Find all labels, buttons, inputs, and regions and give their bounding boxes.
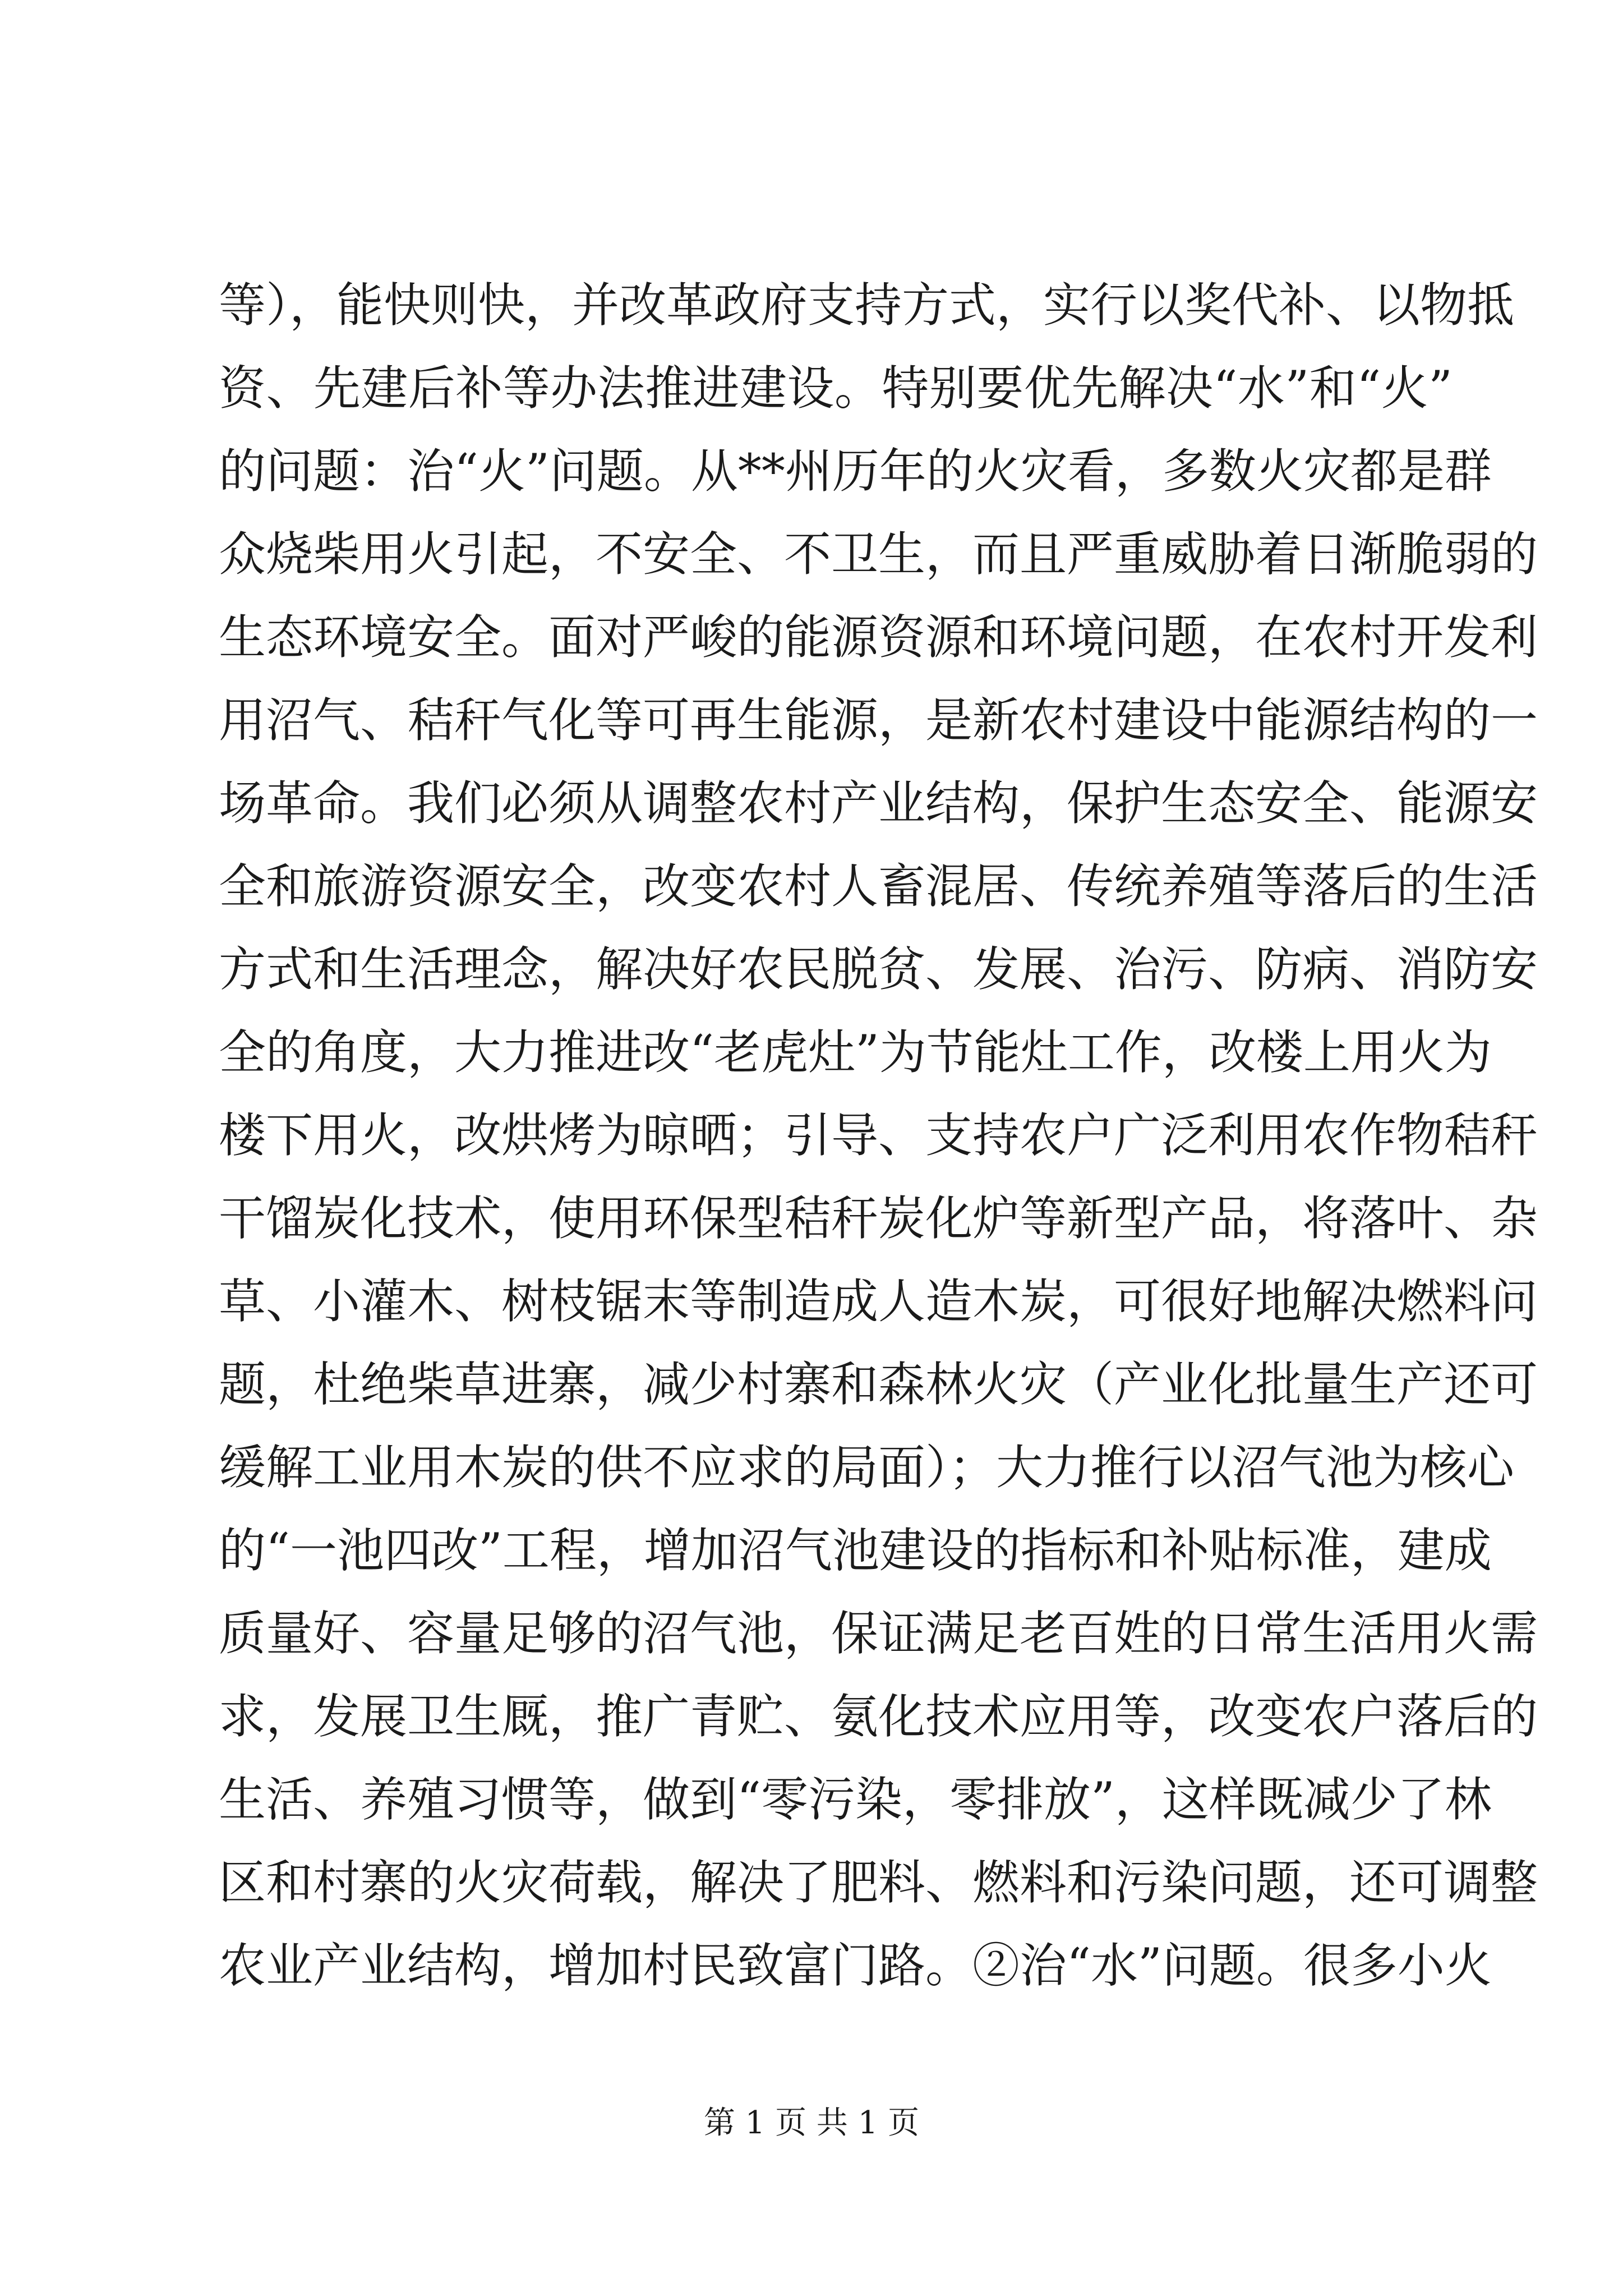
text-line: 求，发展卫生厩，推广青贮、氨化技术应用等，改变农户落后的 — [219, 1689, 1538, 1744]
text-line: 等），能快则快，并改革政府支持方式，实行以奖代补、以物抵 — [219, 278, 1515, 333]
text-line: 题，杜绝柴草进寨，减少村寨和森林火灾（产业化批量生产还可 — [219, 1357, 1538, 1412]
text-line: 区和村寨的火灾荷载，解决了肥料、燃料和污染问题，还可调整 — [219, 1855, 1538, 1910]
text-line: 质量好、容量足够的沼气池，保证满足老百姓的日常生活用火需 — [219, 1606, 1538, 1661]
text-line: 生活、养殖习惯等，做到“零污染，零排放”，这样既减少了林 — [219, 1772, 1492, 1827]
text-line: 用沼气、秸秆气化等可再生能源，是新农村建设中能源结构的一 — [219, 693, 1538, 748]
text-line: 全的角度，大力推进改“老虎灶”为节能灶工作，改楼上用火为 — [219, 1025, 1492, 1080]
text-line: 方式和生活理念，解决好农民脱贫、发展、治污、防病、消防安 — [219, 942, 1538, 997]
text-line: 干馏炭化技术，使用环保型秸秆炭化炉等新型产品，将落叶、杂 — [219, 1191, 1538, 1246]
text-line: 众烧柴用火引起，不安全、不卫生，而且严重威胁着日渐脆弱的 — [219, 527, 1538, 582]
text-line: 场革命。我们必须从调整农村产业结构，保护生态安全、能源安 — [219, 776, 1538, 831]
text-line: 缓解工业用木炭的供不应求的局面）；大力推行以沼气池为核心 — [219, 1440, 1515, 1495]
text-line: 草、小灌木、树枝锯末等制造成人造木炭，可很好地解决燃料问 — [219, 1274, 1538, 1329]
text-line: 农业产业结构，增加村民致富门路。②治“水”问题。很多小火 — [219, 1938, 1492, 1993]
body-text — [219, 264, 1538, 2007]
text-line: 的问题：治“火”问题。从**州历年的火灾看，多数火灾都是群 — [219, 444, 1492, 499]
text-line: 生态环境安全。面对严峻的能源资源和环境问题，在农村开发利 — [219, 610, 1538, 665]
text-line: 资、先建后补等办法推进建设。特别要优先解决“水”和“火” — [219, 361, 1453, 416]
text-line: 的“一池四改”工程，增加沼气池建设的指标和补贴标准，建成 — [219, 1523, 1492, 1578]
page-number-footer: 第 1 页 共 1 页 — [703, 2105, 920, 2141]
text-line: 全和旅游资源安全，改变农村人畜混居、传统养殖等落后的生活 — [219, 859, 1538, 914]
text-line: 楼下用火，改烘烤为晾晒；引导、支持农户广泛利用农作物秸秆 — [219, 1108, 1538, 1163]
